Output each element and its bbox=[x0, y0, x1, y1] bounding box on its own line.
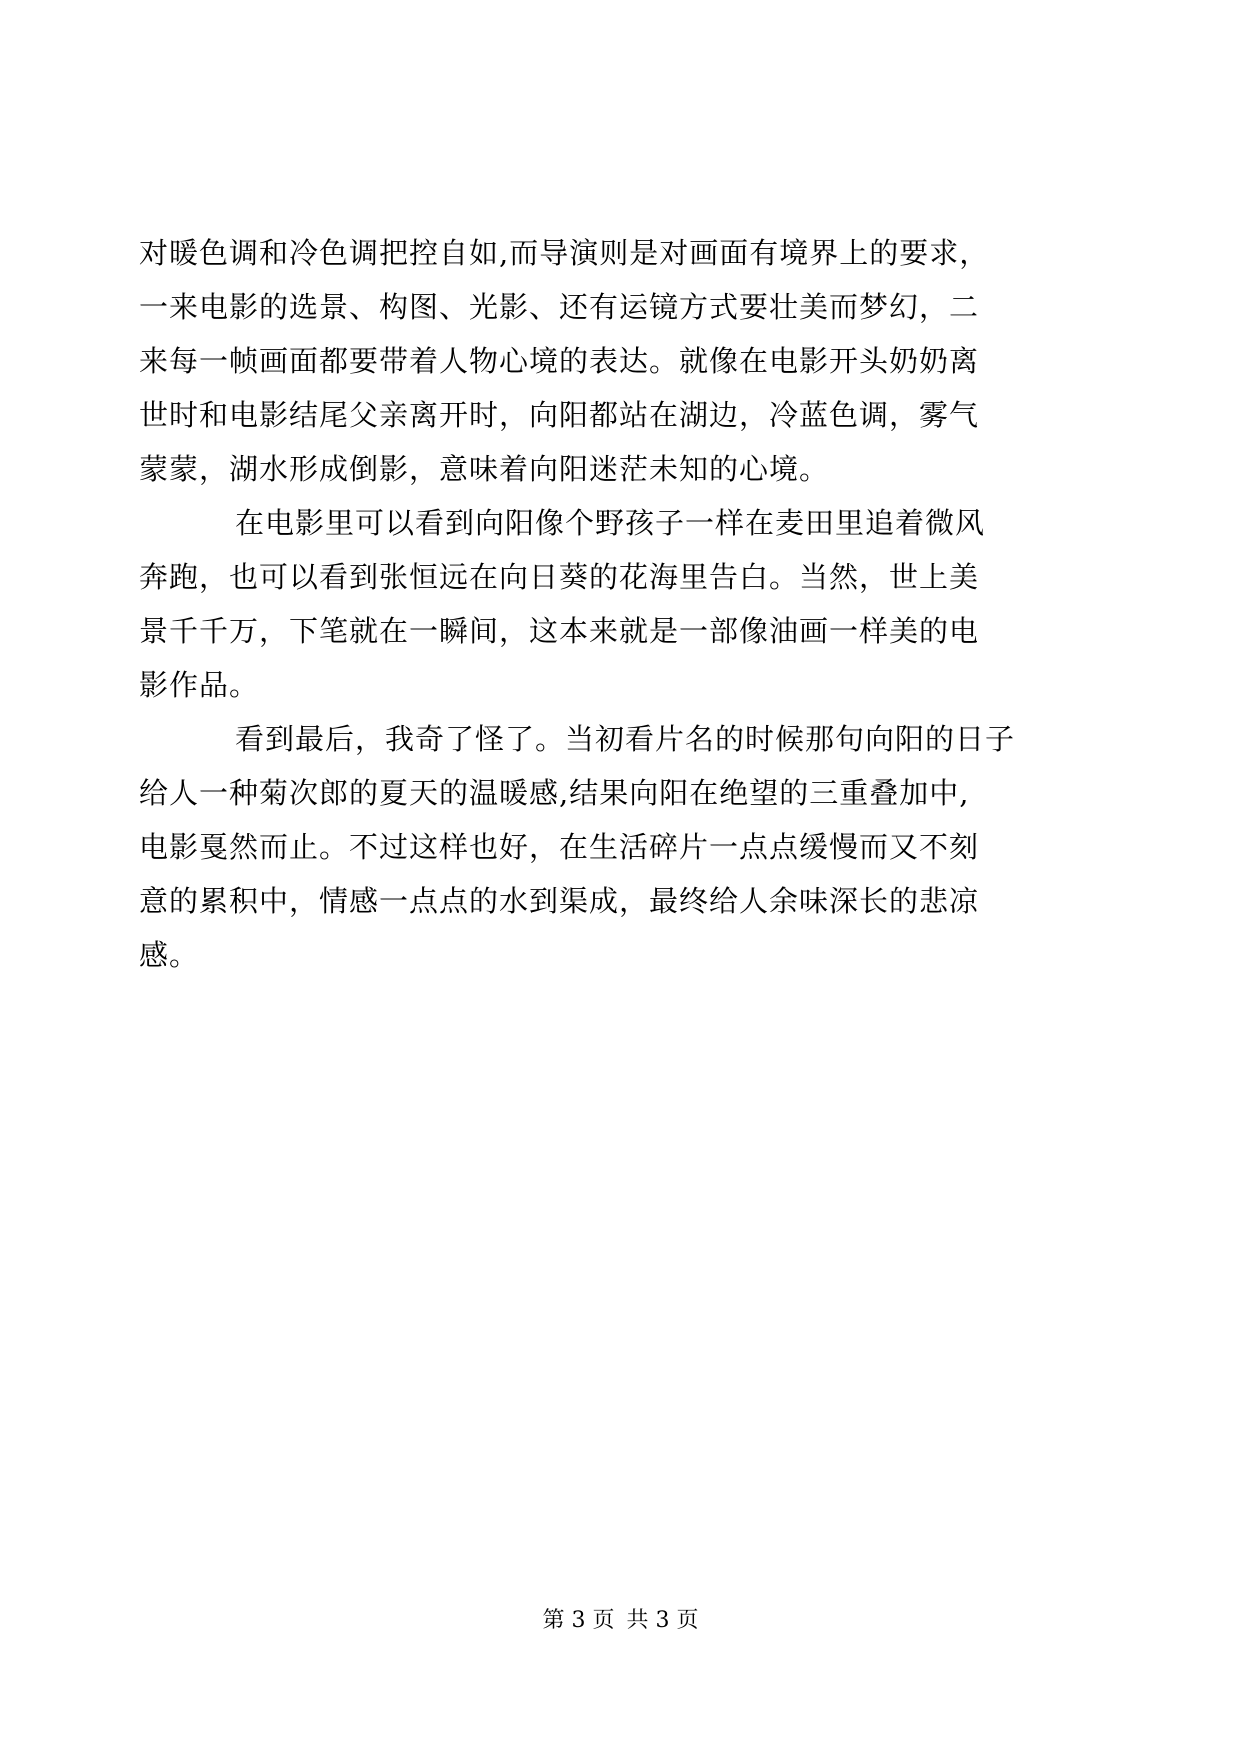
text-line: 奔跑，也可以看到张恒远在向日葵的花海里告白。当然，世上美 bbox=[139, 560, 980, 594]
text-line: 给人一种菊次郎的夏天的温暖感,结果向阳在绝望的三重叠加中, bbox=[139, 776, 970, 810]
page-total: 共 3 页 bbox=[626, 1608, 699, 1633]
text-line: 在电影里可以看到向阳像个野孩子一样在麦田里追着微风 bbox=[235, 506, 986, 540]
text-line: 影作品。 bbox=[139, 668, 260, 702]
body-text bbox=[139, 226, 1099, 982]
text-line: 电影戛然而止。不过这样也好，在生活碎片一点点缓慢而又不刻 bbox=[139, 830, 980, 864]
text-line: 蒙蒙，湖水形成倒影，意味着向阳迷茫未知的心境。 bbox=[139, 452, 830, 486]
text-line: 意的累积中，情感一点点的水到渠成，最终给人余味深长的悲凉 bbox=[139, 884, 980, 918]
page-number: 第 3 页 bbox=[542, 1608, 615, 1633]
text-line: 看到最后，我奇了怪了。当初看片名的时候那句向阳的日子 bbox=[235, 722, 1016, 756]
text-line: 来每一帧画面都要带着人物心境的表达。就像在电影开头奶奶离 bbox=[139, 344, 980, 378]
page-footer bbox=[0, 1606, 1241, 1636]
text-line: 世时和电影结尾父亲离开时，向阳都站在湖边，冷蓝色调，雾气 bbox=[139, 398, 980, 432]
text-line: 景千千万，下笔就在一瞬间，这本来就是一部像油画一样美的电 bbox=[139, 614, 980, 648]
text-line: 对暖色调和冷色调把控自如,而导演则是对画面有境界上的要求， bbox=[139, 236, 990, 270]
text-line: 一来电影的选景、构图、光影、还有运镜方式要壮美而梦幻，二 bbox=[139, 290, 980, 324]
text-line: 感。 bbox=[139, 938, 200, 972]
